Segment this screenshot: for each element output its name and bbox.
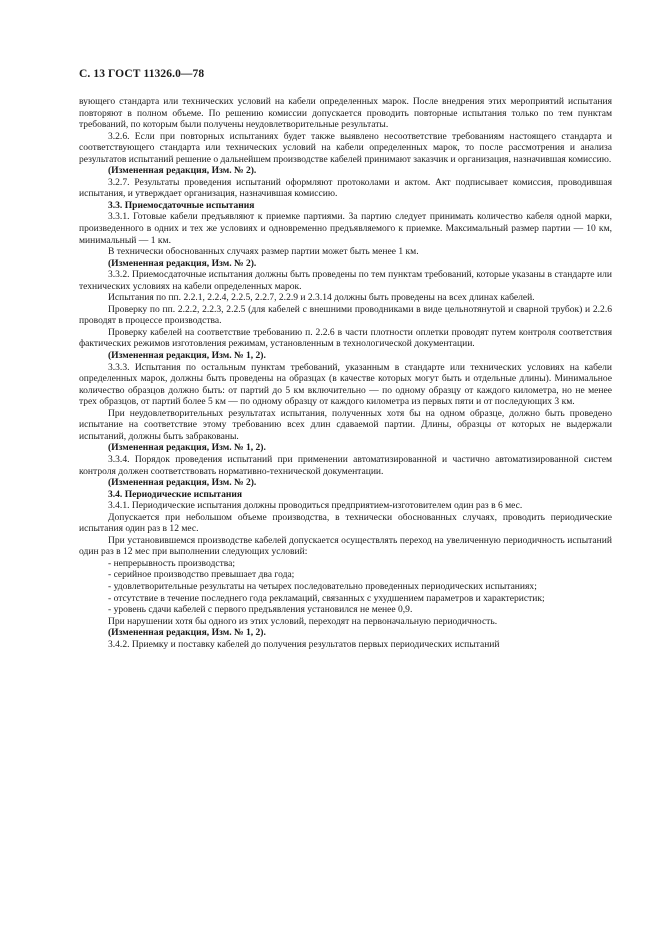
- paragraph: 3.4.2. Приемку и поставку кабелей до получения результатов первых периодических испытаний: [108, 638, 500, 650]
- paragraph: 3.4.1. Периодические испытания должны проводиться предприятием-изготовителем один раз в 6 мес.: [108, 500, 523, 512]
- section-heading: (Измененная редакция, Изм. № 1, 2).: [108, 627, 266, 639]
- section-heading: (Измененная редакция, Изм. № 1, 2).: [108, 350, 266, 362]
- paragraph: При неудовлетворительных результатах испытания, полученных хотя бы на одном образце, должно быть проведено испытание на соответствие этому требованию всех длин сдаваемой партии. Длины, образцы от которых не выдержали испытаний, должны быть забракованы.: [79, 407, 612, 442]
- section-heading: (Измененная редакция, Изм. № 1, 2).: [108, 442, 266, 454]
- section-heading: (Измененная редакция, Изм. № 2).: [108, 165, 257, 177]
- paragraph: Проверку по пп. 2.2.2, 2.2.3, 2.2.5 (для кабелей с внешними проводниками в виде цельнотянутой и сварной трубок) и 2.2.6 проводят в процессе производства.: [79, 303, 612, 327]
- page-header: С. 13 ГОСТ 11326.0—78: [79, 68, 205, 80]
- section-heading: (Измененная редакция, Изм. № 2).: [108, 257, 257, 269]
- section-heading: 3.3. Приемосдаточные испытания: [108, 199, 255, 211]
- paragraph: При нарушении хотя бы одного из этих условий, переходят на первоначальную периодичность.: [108, 615, 498, 627]
- paragraph: 3.3.4. Порядок проведения испытаний при применении автоматизированной и частично автоматизированной систем контроля должен соответствовать нормативно-технической документации.: [79, 453, 612, 477]
- document-body: [79, 96, 612, 650]
- list-item: - серийное производство превышает два года;: [108, 569, 295, 581]
- list-item: - непрерывность производства;: [108, 557, 236, 569]
- list-item: - удовлетворительные результаты на четырех последовательно проведенных периодических испытаниях;: [108, 580, 537, 592]
- paragraph: Допускается при небольшом объеме производства, в технически обоснованных случаях, проводить периодические испытания один раз в 12 мес.: [79, 511, 612, 535]
- paragraph: В технически обоснованных случаях размер партии может быть менее 1 км.: [108, 246, 419, 258]
- paragraph: 3.3.3. Испытания по остальным пунктам требований, указанным в стандарте или технических условиях на кабели определенных марок, должны быть проведены на образцах (в качестве которых могут быть и отдельные длины). Минимальное количество образцов должно быть: от партий до 5 км включительно — по одному образцу от каждого километра, но не менее трех образцов, от партий более 5 км — по одному образцу от каждого километра из первых пяти и от последующих 3 км.: [79, 361, 612, 408]
- list-item: - отсутствие в течение последнего года рекламаций, связанных с ухудшением параметров и характеристик;: [108, 592, 545, 604]
- paragraph: 3.2.6. Если при повторных испытаниях будет также выявлено несоответствие требованиям настоящего стандарта и соответствующего стандарта или технических условий на кабели определенных марок, то после рассмотрения и анализа результатов испытаний решение о дальнейшем производстве кабелей принимают заказчик и организация, назначившая комиссию.: [79, 130, 612, 165]
- list-item: - уровень сдачи кабелей с первого предъявления установился не менее 0,9.: [108, 604, 413, 616]
- paragraph: Проверку кабелей на соответствие требованию п. 2.2.6 в части плотности оплетки проводят путем контроля соответствия фактических режимов изготовления режимам, установленным в технологической документации.: [79, 326, 612, 350]
- paragraph: Испытания по пп. 2.2.1, 2.2.4, 2.2.5, 2.2.7, 2.2.9 и 2.3.14 должны быть проведены на всех длинах кабелей.: [108, 292, 535, 304]
- paragraph: При установившемся производстве кабелей допускается осуществлять переход на увеличенную периодичность испытаний один раз в 12 мес при выполнении следующих условий:: [79, 534, 612, 558]
- paragraph: 3.3.2. Приемосдаточные испытания должны быть проведены по тем пунктам требований, которые указаны в стандарте или технических условиях на кабели определенных марок.: [79, 269, 612, 292]
- section-heading: 3.4. Периодические испытания: [108, 488, 243, 500]
- paragraph: 3.3.1. Готовые кабели предъявляют к приемке партиями. За партию следует принимать количество кабеля одной марки, произведенного в одних и тех же условиях и одновременно предъявляемого к приемке. Максимальный размер партии — 10 км, минимальный — 1 км.: [79, 211, 612, 246]
- section-heading: (Измененная редакция, Изм. № 2).: [108, 477, 257, 489]
- paragraph: вующего стандарта или технических условий на кабели определенных марок. После внедрения этих мероприятий испытания повторяют в полном объеме. По решению комиссии допускается проводить повторные испытания только по тем пунктам требований, по которым были получены неудовлетворительные результаты.: [79, 96, 612, 131]
- paragraph: 3.2.7. Результаты проведения испытаний оформляют протоколами и актом. Акт подписывает комиссия, проводившая испытания, и утверждает организация, назначившая комиссию.: [79, 176, 612, 200]
